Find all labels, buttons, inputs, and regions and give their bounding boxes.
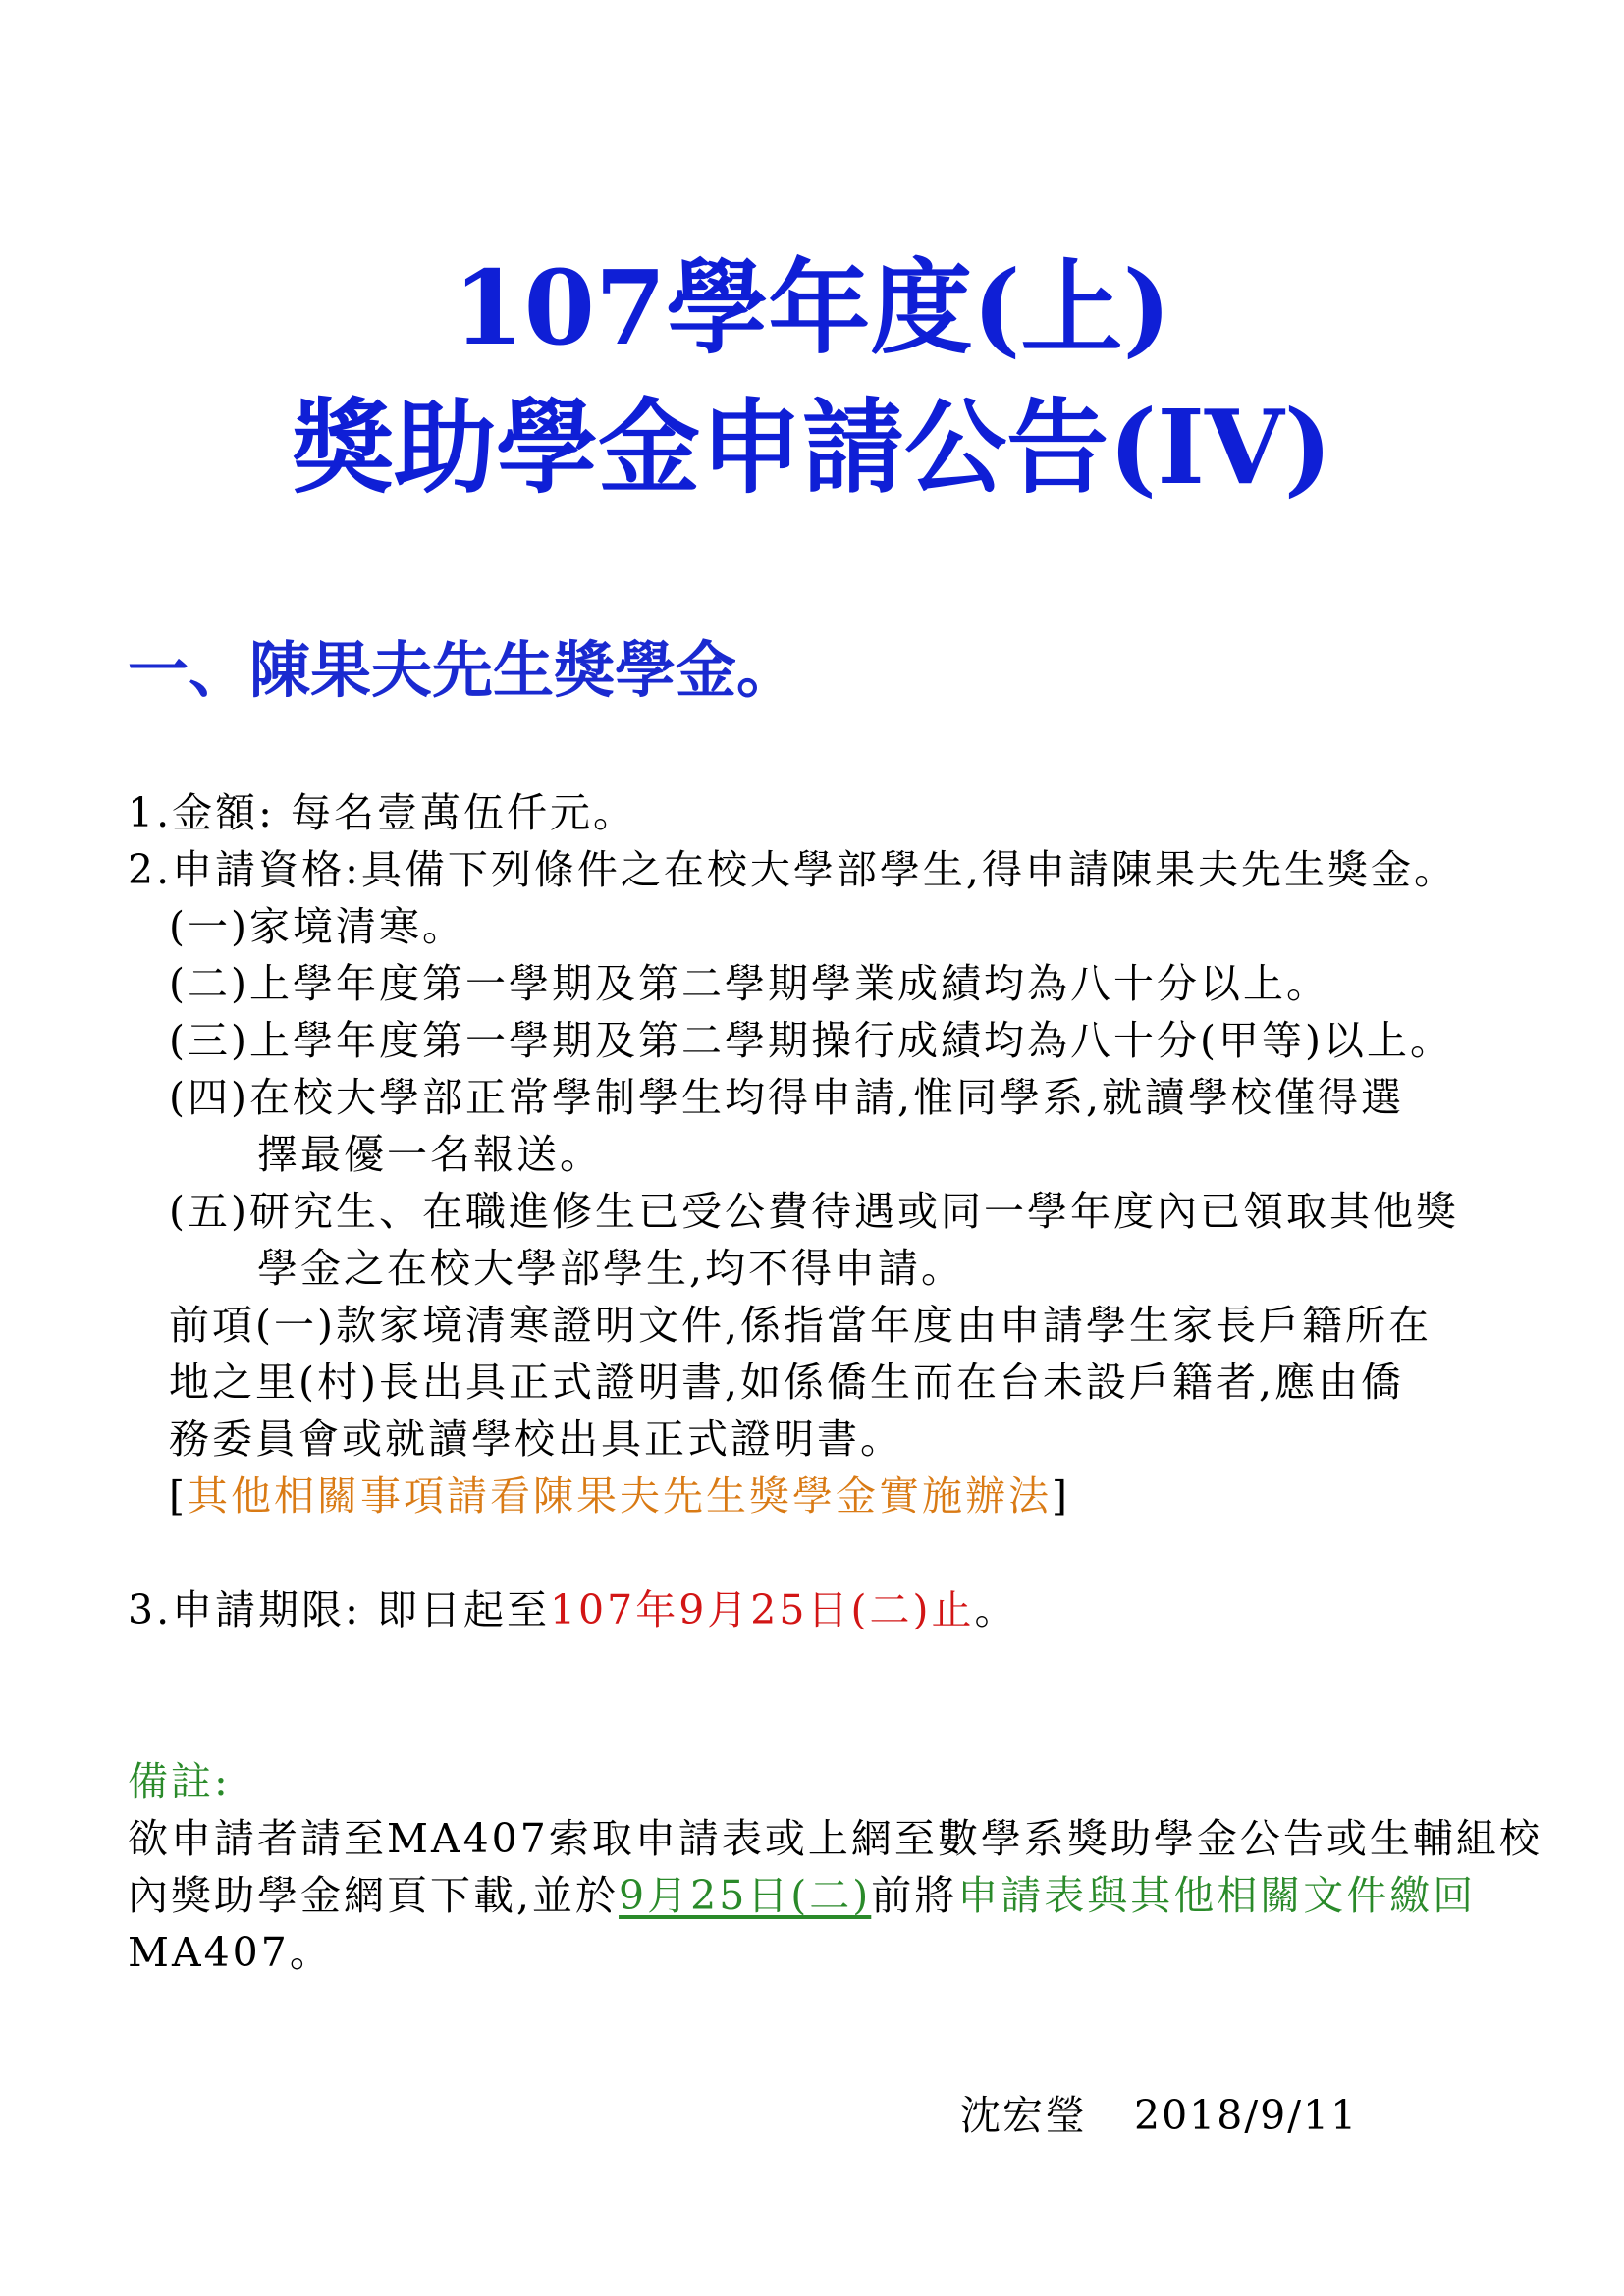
bracket-close: ] bbox=[1052, 1472, 1070, 1520]
amount-line: 1.金額: 每名壹萬伍仟元。 bbox=[128, 789, 636, 836]
note-line2 bbox=[128, 1872, 1477, 1919]
section-heading: 一、陳果夫先生獎學金。 bbox=[128, 634, 798, 706]
signature bbox=[960, 2092, 1359, 2139]
bracket-open: [ bbox=[169, 1472, 188, 1520]
note-line3: MA407。 bbox=[128, 1929, 333, 1976]
condition-1: (一)家境清寒。 bbox=[169, 903, 465, 950]
deadline-line bbox=[128, 1586, 1018, 1633]
signature-date: 2018/9/11 bbox=[1134, 2092, 1359, 2139]
condition-4-line2: 擇最優一名報送。 bbox=[257, 1131, 603, 1178]
proof-paragraph-line1: 前項(一)款家境清寒證明文件,係指當年度由申請學生家長戶籍所在 bbox=[169, 1302, 1433, 1349]
deadline-suffix: 。 bbox=[974, 1586, 1018, 1633]
signature-name: 沈宏瑩 bbox=[960, 2092, 1087, 2139]
rules-reference bbox=[169, 1472, 1070, 1520]
deadline-date: 107年9月25日(二)止 bbox=[549, 1586, 975, 1633]
note-line2-start: 內獎助學金網頁下載,並於 bbox=[128, 1872, 620, 1919]
announcement-title-line2: 獎助學金申請公告(IV) bbox=[292, 387, 1332, 507]
condition-5-line1: (五)研究生、在職進修生已受公費待遇或同一學年度內已領取其他獎 bbox=[169, 1188, 1459, 1235]
deadline-prefix: 3.申請期限: 即日起至 bbox=[128, 1586, 550, 1633]
condition-2: (二)上學年度第一學期及第二學期學業成績均為八十分以上。 bbox=[169, 960, 1329, 1007]
condition-3: (三)上學年度第一學期及第二學期操行成績均為八十分(甲等)以上。 bbox=[169, 1017, 1453, 1064]
condition-4-line1: (四)在校大學部正常學制學生均得申請,惟同學系,就讀學校僅得選 bbox=[169, 1074, 1405, 1121]
note-documents: 申請表與其他相關文件繳回 bbox=[957, 1872, 1477, 1919]
note-deadline-date: 9月25日(二) bbox=[619, 1872, 872, 1919]
announcement-title-line1: 107學年度(上) bbox=[453, 247, 1171, 368]
proof-paragraph-line3: 務委員會或就讀學校出具正式證明書。 bbox=[169, 1415, 903, 1463]
note-label: 備註: bbox=[128, 1758, 231, 1805]
note-line2-middle: 前將 bbox=[871, 1872, 958, 1919]
rules-link[interactable]: 其他相關事項請看陳果夫先生獎學金實施辦法 bbox=[188, 1472, 1052, 1520]
condition-5-line2: 學金之在校大學部學生,均不得申請。 bbox=[257, 1245, 965, 1292]
eligibility-line: 2.申請資格:具備下列條件之在校大學部學生,得申請陳果夫先生獎金。 bbox=[128, 846, 1457, 893]
proof-paragraph-line2: 地之里(村)長出具正式證明書,如係僑生而在台未設戶籍者,應由僑 bbox=[169, 1359, 1405, 1406]
note-line1: 欲申請者請至MA407索取申請表或上網至數學系獎助學金公告或生輔組校 bbox=[128, 1815, 1543, 1862]
